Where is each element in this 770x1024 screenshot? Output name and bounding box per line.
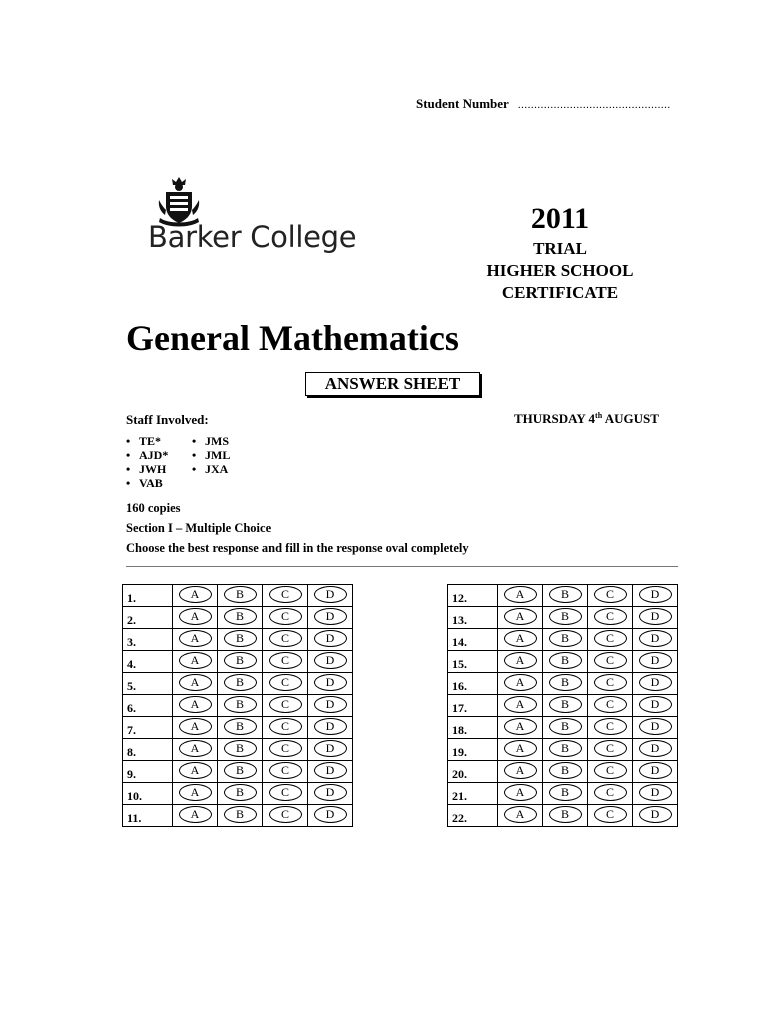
response-oval-b[interactable]: B (549, 652, 582, 669)
option-cell (498, 805, 543, 827)
answer-row (448, 717, 678, 739)
answer-row (448, 695, 678, 717)
option-cell (633, 585, 678, 607)
option-cell (633, 629, 678, 651)
option-cell (498, 761, 543, 783)
option-cell (588, 805, 633, 827)
question-number: 2. (123, 607, 173, 629)
option-cell (173, 607, 218, 629)
page-title: General Mathematics (126, 318, 459, 358)
response-oval-a[interactable]: A (179, 806, 212, 823)
answer-sheet-heading: ANSWER SHEET (305, 372, 480, 396)
answer-row (123, 673, 353, 695)
staff-item: • JXA (192, 462, 230, 476)
option-cell (308, 761, 353, 783)
option-cell (498, 607, 543, 629)
option-cell (633, 607, 678, 629)
response-oval-c[interactable]: C (594, 740, 627, 757)
option-cell (588, 717, 633, 739)
option-cell (498, 629, 543, 651)
response-oval-d[interactable]: D (314, 740, 347, 757)
answer-row (123, 695, 353, 717)
answer-table-left (122, 584, 353, 827)
staff-item: • AJD* (126, 448, 168, 462)
question-number: 3. (123, 629, 173, 651)
response-oval-a[interactable]: A (179, 696, 212, 713)
response-oval-d[interactable]: D (314, 784, 347, 801)
option-cell (173, 629, 218, 651)
option-cell (543, 607, 588, 629)
question-number: 10. (123, 783, 173, 805)
response-oval-d[interactable]: D (314, 762, 347, 779)
exam-date (514, 411, 659, 427)
answer-row (123, 783, 353, 805)
option-cell (498, 695, 543, 717)
response-oval-b[interactable]: B (224, 696, 257, 713)
response-oval-c[interactable]: C (594, 762, 627, 779)
response-oval-d[interactable]: D (639, 740, 672, 757)
option-cell (308, 695, 353, 717)
option-cell (498, 651, 543, 673)
response-oval-c[interactable]: C (269, 696, 302, 713)
option-cell (263, 695, 308, 717)
response-oval-a[interactable]: A (504, 806, 537, 823)
option-cell (218, 805, 263, 827)
response-oval-b[interactable]: B (549, 740, 582, 757)
response-oval-a[interactable]: A (179, 652, 212, 669)
option-cell (173, 783, 218, 805)
answer-row (123, 739, 353, 761)
option-cell (543, 651, 588, 673)
option-cell (173, 761, 218, 783)
response-oval-d[interactable]: D (639, 762, 672, 779)
option-cell (588, 629, 633, 651)
option-cell (498, 783, 543, 805)
response-oval-c[interactable]: C (269, 784, 302, 801)
response-oval-b[interactable]: B (549, 630, 582, 647)
response-oval-a[interactable]: A (504, 674, 537, 691)
option-cell (173, 739, 218, 761)
option-cell (218, 651, 263, 673)
response-oval-a[interactable]: A (179, 762, 212, 779)
option-cell (308, 805, 353, 827)
response-oval-d[interactable]: D (314, 696, 347, 713)
option-cell (308, 717, 353, 739)
response-oval-d[interactable]: D (639, 696, 672, 713)
option-cell (263, 739, 308, 761)
staff-list-1 (126, 434, 168, 490)
student-number-label: Student Number (416, 96, 509, 111)
response-oval-a[interactable]: A (179, 740, 212, 757)
date-suffix: th (595, 411, 603, 420)
response-oval-a[interactable]: A (179, 784, 212, 801)
option-cell (263, 585, 308, 607)
response-oval-d[interactable]: D (314, 806, 347, 823)
option-cell (263, 629, 308, 651)
response-oval-b[interactable]: B (549, 674, 582, 691)
section-heading: Section I – Multiple Choice (126, 521, 272, 535)
option-cell (633, 695, 678, 717)
answer-table-right (447, 584, 678, 827)
response-oval-d[interactable]: D (639, 586, 672, 603)
option-cell (543, 805, 588, 827)
response-oval-a[interactable]: A (504, 608, 537, 625)
answer-row (123, 717, 353, 739)
response-oval-a[interactable]: A (504, 652, 537, 669)
option-cell (588, 783, 633, 805)
response-oval-c[interactable]: C (269, 762, 302, 779)
question-number: 13. (448, 607, 498, 629)
response-oval-a[interactable]: A (504, 696, 537, 713)
option-cell (543, 585, 588, 607)
question-number: 18. (448, 717, 498, 739)
option-cell (263, 673, 308, 695)
question-number: 20. (448, 761, 498, 783)
option-cell (543, 761, 588, 783)
response-oval-b[interactable]: B (224, 608, 257, 625)
option-cell (173, 717, 218, 739)
response-oval-c[interactable]: C (594, 696, 627, 713)
answer-row (448, 805, 678, 827)
response-oval-c[interactable]: C (594, 630, 627, 647)
response-oval-c[interactable]: C (269, 586, 302, 603)
response-oval-a[interactable]: A (179, 718, 212, 735)
response-oval-d[interactable]: D (639, 718, 672, 735)
option-cell (263, 607, 308, 629)
response-oval-c[interactable]: C (269, 718, 302, 735)
option-cell (588, 673, 633, 695)
response-oval-c[interactable]: C (594, 586, 627, 603)
option-cell (173, 651, 218, 673)
response-oval-a[interactable]: A (504, 762, 537, 779)
staff-label: Staff Involved: (126, 412, 209, 427)
certificate-line: HIGHER SCHOOL (486, 261, 634, 280)
question-number: 4. (123, 651, 173, 673)
question-number: 19. (448, 739, 498, 761)
response-oval-c[interactable]: C (594, 652, 627, 669)
response-oval-d[interactable]: D (314, 674, 347, 691)
option-cell (543, 629, 588, 651)
option-cell (308, 651, 353, 673)
response-oval-c[interactable]: C (594, 806, 627, 823)
response-oval-b[interactable]: B (549, 806, 582, 823)
question-number: 21. (448, 783, 498, 805)
response-oval-a[interactable]: A (179, 586, 212, 603)
staff-item: • VAB (126, 476, 168, 490)
response-oval-d[interactable]: D (639, 608, 672, 625)
response-oval-b[interactable]: B (549, 784, 582, 801)
response-oval-b[interactable]: B (224, 652, 257, 669)
staff-item: • JMS (192, 434, 230, 448)
certificate-line: TRIAL (533, 239, 587, 258)
response-oval-c[interactable]: C (594, 784, 627, 801)
question-number: 22. (448, 805, 498, 827)
option-cell (218, 673, 263, 695)
response-oval-b[interactable]: B (549, 718, 582, 735)
copies-count: 160 copies (126, 501, 181, 515)
option-cell (263, 717, 308, 739)
option-cell (218, 629, 263, 651)
answer-row (123, 607, 353, 629)
answer-row (123, 629, 353, 651)
option-cell (218, 585, 263, 607)
option-cell (263, 761, 308, 783)
response-oval-a[interactable]: A (179, 608, 212, 625)
response-oval-c[interactable]: C (269, 608, 302, 625)
response-oval-a[interactable]: A (179, 674, 212, 691)
response-oval-d[interactable]: D (314, 586, 347, 603)
answer-row (448, 761, 678, 783)
exam-year: 2011 (530, 202, 590, 235)
option-cell (308, 585, 353, 607)
question-number: 7. (123, 717, 173, 739)
option-cell (588, 761, 633, 783)
response-oval-c[interactable]: C (269, 806, 302, 823)
instruction-text: Choose the best response and fill in the response oval completely (126, 541, 469, 555)
response-oval-a[interactable]: A (504, 718, 537, 735)
answer-row (123, 805, 353, 827)
option-cell (498, 717, 543, 739)
response-oval-b[interactable]: B (549, 586, 582, 603)
answer-row (448, 585, 678, 607)
option-cell (543, 717, 588, 739)
question-number: 16. (448, 673, 498, 695)
option-cell (218, 695, 263, 717)
response-oval-d[interactable]: D (314, 630, 347, 647)
option-cell (308, 783, 353, 805)
response-oval-b[interactable]: B (224, 806, 257, 823)
option-cell (173, 695, 218, 717)
staff-item: • TE* (126, 434, 168, 448)
response-oval-b[interactable]: B (224, 586, 257, 603)
answer-row (448, 673, 678, 695)
option-cell (588, 695, 633, 717)
student-number (416, 96, 671, 112)
response-oval-b[interactable]: B (224, 784, 257, 801)
response-oval-d[interactable]: D (639, 652, 672, 669)
question-number: 11. (123, 805, 173, 827)
question-number: 17. (448, 695, 498, 717)
response-oval-d[interactable]: D (314, 608, 347, 625)
answer-row (448, 607, 678, 629)
date-month: AUGUST (604, 411, 659, 426)
divider (126, 566, 678, 567)
school-name: Barker College (148, 220, 357, 254)
staff-list-2 (192, 434, 230, 476)
option-cell (633, 717, 678, 739)
option-cell (263, 805, 308, 827)
option-cell (543, 739, 588, 761)
response-oval-a[interactable]: A (504, 740, 537, 757)
option-cell (633, 673, 678, 695)
response-oval-b[interactable]: B (549, 696, 582, 713)
answer-row (448, 629, 678, 651)
response-oval-d[interactable]: D (639, 674, 672, 691)
option-cell (588, 651, 633, 673)
response-oval-c[interactable]: C (269, 740, 302, 757)
answer-row (448, 783, 678, 805)
staff-item: • JML (192, 448, 230, 462)
response-oval-b[interactable]: B (549, 762, 582, 779)
date-day: THURSDAY 4 (514, 411, 596, 426)
option-cell (173, 805, 218, 827)
question-number: 14. (448, 629, 498, 651)
option-cell (308, 673, 353, 695)
response-oval-b[interactable]: B (224, 674, 257, 691)
option-cell (543, 673, 588, 695)
response-oval-c[interactable]: C (594, 718, 627, 735)
response-oval-b[interactable]: B (549, 608, 582, 625)
question-number: 1. (123, 585, 173, 607)
response-oval-c[interactable]: C (269, 674, 302, 691)
option-cell (173, 585, 218, 607)
question-number: 12. (448, 585, 498, 607)
option-cell (218, 761, 263, 783)
response-oval-d[interactable]: D (314, 718, 347, 735)
response-oval-c[interactable]: C (269, 630, 302, 647)
response-oval-d[interactable]: D (314, 652, 347, 669)
answer-row (448, 651, 678, 673)
option-cell (218, 607, 263, 629)
answer-row (123, 585, 353, 607)
response-oval-c[interactable]: C (594, 674, 627, 691)
question-number: 5. (123, 673, 173, 695)
option-cell (263, 783, 308, 805)
option-cell (263, 651, 308, 673)
response-oval-d[interactable]: D (639, 784, 672, 801)
option-cell (588, 607, 633, 629)
option-cell (633, 739, 678, 761)
response-oval-b[interactable]: B (224, 762, 257, 779)
option-cell (173, 673, 218, 695)
option-cell (588, 585, 633, 607)
response-oval-a[interactable]: A (179, 630, 212, 647)
option-cell (498, 739, 543, 761)
answer-row (123, 651, 353, 673)
option-cell (633, 805, 678, 827)
option-cell (588, 739, 633, 761)
option-cell (218, 717, 263, 739)
option-cell (308, 739, 353, 761)
question-number: 6. (123, 695, 173, 717)
response-oval-c[interactable]: C (594, 608, 627, 625)
option-cell (308, 607, 353, 629)
response-oval-d[interactable]: D (639, 806, 672, 823)
certificate-line: CERTIFICATE (501, 283, 619, 302)
option-cell (633, 761, 678, 783)
question-number: 9. (123, 761, 173, 783)
answer-row (123, 761, 353, 783)
response-oval-a[interactable]: A (504, 630, 537, 647)
option-cell (633, 783, 678, 805)
response-oval-b[interactable]: B (224, 718, 257, 735)
option-cell (498, 585, 543, 607)
option-cell (218, 783, 263, 805)
response-oval-c[interactable]: C (269, 652, 302, 669)
option-cell (543, 783, 588, 805)
certificate-title (450, 238, 670, 304)
response-oval-a[interactable]: A (504, 586, 537, 603)
response-oval-b[interactable]: B (224, 630, 257, 647)
answer-row (448, 739, 678, 761)
option-cell (633, 651, 678, 673)
option-cell (218, 739, 263, 761)
question-number: 15. (448, 651, 498, 673)
response-oval-b[interactable]: B (224, 740, 257, 757)
response-oval-d[interactable]: D (639, 630, 672, 647)
student-number-field[interactable]: ............................................... (517, 99, 671, 111)
staff-item: • JWH (126, 462, 168, 476)
option-cell (543, 695, 588, 717)
option-cell (308, 629, 353, 651)
question-number: 8. (123, 739, 173, 761)
response-oval-a[interactable]: A (504, 784, 537, 801)
option-cell (498, 673, 543, 695)
